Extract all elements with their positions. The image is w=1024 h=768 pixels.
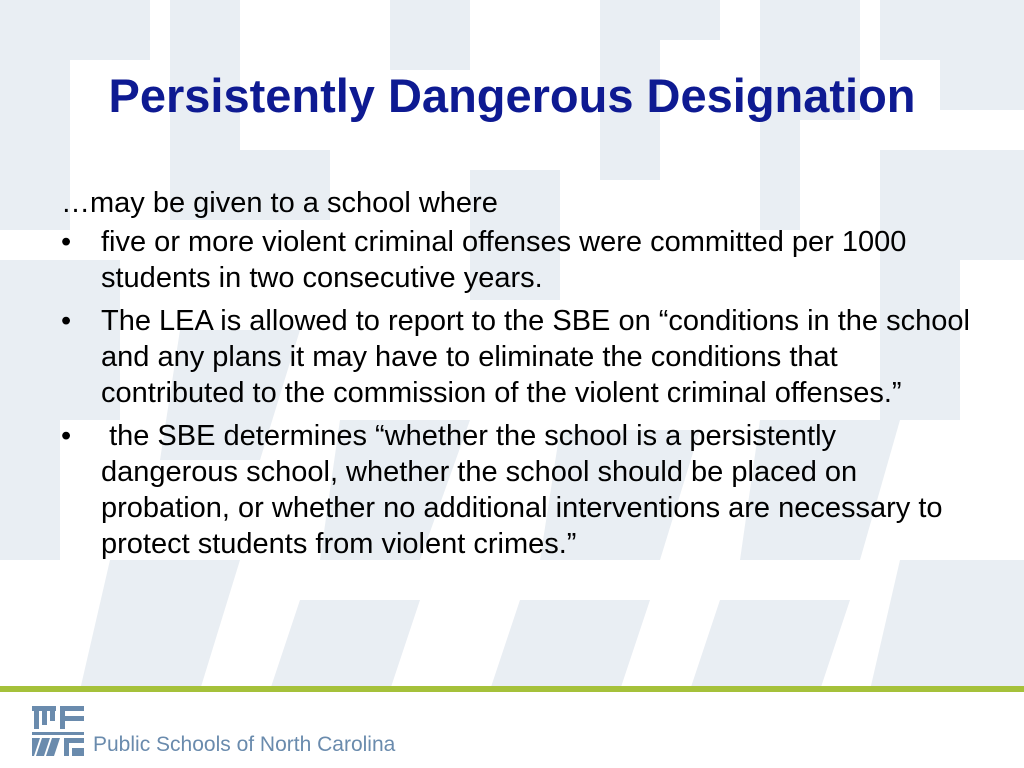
- bullet-text: The LEA is allowed to report to the SBE on “conditions in the school and any plans it may have to eliminate the conditions that contributed to the commission of the violent criminal offenses.”: [101, 305, 970, 409]
- slide-body: [61, 185, 981, 569]
- bullet-text: five or more violent criminal offenses were committed per 1000 students in two consecutive years.: [101, 226, 907, 294]
- bullet-symbol: •: [61, 305, 72, 337]
- bullet-symbol: •: [61, 226, 72, 258]
- bullet-item: [61, 224, 981, 296]
- bullet-symbol: •: [61, 420, 72, 452]
- footer: [0, 692, 1024, 768]
- bullet-text: the SBE determines “whether the school is a persistently dangerous school, whether the school should be placed on probation, or whether no additional interventions are necessary to protect students from violent crimes.”: [101, 420, 951, 560]
- organization-name: Public Schools of North Carolina: [93, 733, 396, 756]
- nc-public-schools-logo-icon: [30, 702, 86, 758]
- intro-text: …may be given to a school where: [61, 187, 498, 219]
- bullet-item: [61, 418, 981, 562]
- slide-title: Persistently Dangerous Designation: [108, 69, 916, 122]
- bullet-item: [61, 303, 981, 411]
